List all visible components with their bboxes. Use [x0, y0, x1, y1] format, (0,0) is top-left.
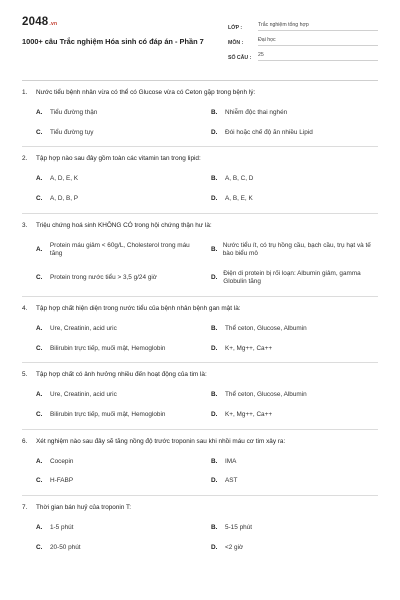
option-letter: B. — [211, 175, 218, 183]
question-stem — [22, 305, 378, 312]
answer-options — [36, 458, 378, 486]
option-letter: C. — [36, 411, 43, 419]
question-text: Tập hợp chất có ảnh hưởng nhiều đến hoạt động của tim là: — [36, 371, 207, 379]
question-stem — [22, 222, 378, 229]
answer-option[interactable] — [211, 524, 378, 533]
answer-option[interactable] — [211, 477, 378, 486]
answer-option[interactable] — [211, 458, 378, 467]
answer-options — [36, 325, 378, 353]
answer-option[interactable] — [36, 345, 203, 354]
question-1 — [22, 81, 378, 147]
answer-option[interactable] — [211, 345, 378, 354]
option-letter: A. — [36, 325, 43, 333]
option-letter: D. — [211, 128, 218, 136]
answer-option[interactable] — [211, 411, 378, 420]
question-list — [22, 81, 378, 561]
option-letter: B. — [211, 523, 218, 531]
answer-option[interactable] — [36, 109, 203, 118]
answer-option[interactable] — [36, 411, 203, 420]
question-text: Tập hợp nào sau đây gồm toàn các vitamin tan trong lipid: — [36, 155, 201, 163]
option-text: A, B, C, D — [225, 175, 254, 183]
option-letter: B. — [211, 325, 218, 333]
question-text: Triệu chứng hoá sinh KHÔNG CÓ trong hội chứng thận hư là: — [36, 221, 212, 229]
option-letter: C. — [36, 274, 43, 282]
option-text: Protein trong nước tiểu > 3,5 g/24 giờ — [50, 274, 157, 282]
answer-option[interactable] — [36, 458, 203, 467]
question-6 — [22, 430, 378, 496]
answer-options — [36, 242, 378, 288]
answer-option[interactable] — [36, 242, 203, 259]
question-number: 4. — [22, 305, 28, 313]
option-letter: A. — [36, 457, 43, 465]
option-letter: C. — [36, 128, 43, 136]
document-title: 1000+ câu Trắc nghiệm Hóa sinh có đáp án - Phần 7 — [22, 37, 204, 46]
meta-row-subject — [228, 31, 378, 46]
option-text: Đói hoặc chế độ ăn nhiều Lipid — [225, 128, 313, 136]
option-letter: C. — [36, 477, 43, 485]
answer-option[interactable] — [211, 544, 378, 553]
option-letter: C. — [36, 344, 43, 352]
option-text: IMA — [225, 457, 237, 465]
answer-option[interactable] — [36, 195, 203, 204]
meta-row-class — [228, 16, 378, 31]
option-text: A, B, E, K — [225, 194, 253, 202]
option-text: Ure, Creatinin, acid uric — [50, 325, 117, 333]
answer-option[interactable] — [36, 129, 203, 138]
option-text: Điện di protein bị rối loạn: Albumin giảm, gamma Globulin tăng — [223, 269, 361, 286]
option-letter: A. — [36, 391, 43, 399]
question-text: Tập hợp chất hiện diện trong nước tiểu của bệnh nhân bệnh gan mật là: — [36, 305, 241, 313]
meta-info — [228, 16, 378, 61]
option-letter: A. — [36, 523, 43, 531]
option-letter: D. — [211, 344, 218, 352]
meta-key: LỚP : — [228, 25, 243, 31]
document-header — [22, 14, 378, 72]
answer-option[interactable] — [211, 270, 378, 287]
question-number: 6. — [22, 437, 28, 445]
option-letter: C. — [36, 194, 43, 202]
option-text: K+, Mg++, Ca++ — [225, 411, 273, 419]
question-stem — [22, 371, 378, 378]
option-letter: C. — [36, 543, 43, 551]
site-logo[interactable] — [22, 16, 204, 28]
question-3 — [22, 214, 378, 298]
answer-option[interactable] — [211, 175, 378, 184]
question-text: Nước tiểu bệnh nhân vừa có thể có Glucose vừa có Ceton gặp trong bệnh lý: — [36, 89, 256, 96]
answer-option[interactable] — [211, 325, 378, 334]
option-text: Protein máu giảm < 60g/L, Cholesterol trong máu tăng — [49, 241, 190, 258]
question-stem — [22, 504, 378, 511]
answer-option[interactable] — [211, 129, 378, 138]
option-text: A, D, B, P — [50, 194, 79, 202]
option-letter: A. — [36, 175, 43, 183]
answer-option[interactable] — [211, 109, 378, 118]
option-letter: D. — [211, 411, 218, 419]
question-number: 7. — [22, 503, 28, 511]
question-stem — [22, 155, 378, 162]
option-letter: D. — [211, 274, 218, 282]
option-text: 20-50 phút — [50, 543, 81, 551]
answer-options — [36, 524, 378, 552]
meta-key: SỐ CÂU : — [228, 55, 252, 61]
option-text: H-FABP — [50, 477, 74, 485]
question-2 — [22, 147, 378, 213]
answer-option[interactable] — [36, 524, 203, 533]
meta-key: MÔN : — [228, 40, 244, 46]
answer-options — [36, 175, 378, 203]
option-text: 1-5 phút — [50, 523, 74, 531]
option-text: 5-15 phút — [225, 523, 253, 531]
answer-option[interactable] — [36, 391, 203, 400]
question-text: Xét nghiệm nào sau đây sẽ tăng nồng độ trước troponin sau khi nhồi máu cơ tim xảy ra: — [36, 437, 286, 445]
option-text: AST — [225, 477, 238, 485]
meta-row-count — [228, 46, 378, 61]
answer-options — [36, 391, 378, 419]
question-text: Thời gian bán huỷ của troponin T: — [36, 503, 132, 511]
option-text: Nhiễm độc thai nghén — [225, 109, 288, 116]
option-text: Thể ceton, Glucose, Albumin — [225, 391, 307, 399]
answer-option[interactable] — [36, 544, 203, 553]
option-letter: B. — [211, 245, 218, 253]
option-letter: B. — [211, 391, 218, 399]
option-text: Ure, Creatinin, acid uric — [50, 391, 117, 399]
answer-option[interactable] — [211, 391, 378, 400]
question-number: 2. — [22, 155, 28, 163]
option-text: <2 giờ — [225, 543, 244, 551]
option-text: Bilirubin trực tiếp, muối mật, Hemoglobin — [50, 411, 166, 419]
option-letter: D. — [211, 194, 218, 202]
question-number: 1. — [22, 89, 28, 96]
meta-value: Đại học — [258, 37, 378, 46]
option-text: A, D, E, K — [50, 175, 79, 183]
meta-value: 25 — [258, 52, 378, 61]
answer-options — [36, 109, 378, 137]
option-letter: A. — [36, 109, 43, 116]
option-text: Cocepin — [50, 457, 74, 465]
meta-value: Trắc nghiệm tổng hợp — [258, 22, 378, 31]
question-stem — [22, 438, 378, 445]
option-text: Thể ceton, Glucose, Albumin — [225, 325, 307, 333]
question-4 — [22, 297, 378, 363]
option-text: Tiểu đường tụy — [50, 128, 94, 136]
brand-block — [22, 14, 204, 46]
logo-suffix: .vn — [49, 21, 58, 27]
option-text: Tiểu đường thận — [50, 109, 98, 116]
question-number: 3. — [22, 221, 28, 229]
answer-option[interactable] — [36, 477, 203, 486]
question-5 — [22, 363, 378, 429]
option-letter: B. — [211, 109, 218, 116]
answer-option[interactable] — [36, 175, 203, 184]
question-stem — [22, 89, 378, 96]
question-number: 5. — [22, 371, 28, 379]
option-text: K+, Mg++, Ca++ — [225, 344, 273, 352]
answer-option[interactable] — [36, 325, 203, 334]
logo-text: 2048 — [22, 16, 49, 28]
option-letter: B. — [211, 457, 218, 465]
answer-option[interactable] — [211, 195, 378, 204]
question-7 — [22, 496, 378, 561]
option-text: Bilirubin trực tiếp, muối mật, Hemoglobin — [50, 344, 166, 352]
answer-option[interactable] — [211, 242, 378, 259]
option-letter: A. — [36, 245, 43, 253]
option-letter: D. — [211, 543, 218, 551]
option-text: Nước tiểu ít, có trụ hồng cầu, bạch cầu, trụ hạt và tế bào biểu mô — [222, 241, 371, 258]
option-letter: D. — [211, 477, 218, 485]
answer-option[interactable] — [36, 270, 203, 287]
